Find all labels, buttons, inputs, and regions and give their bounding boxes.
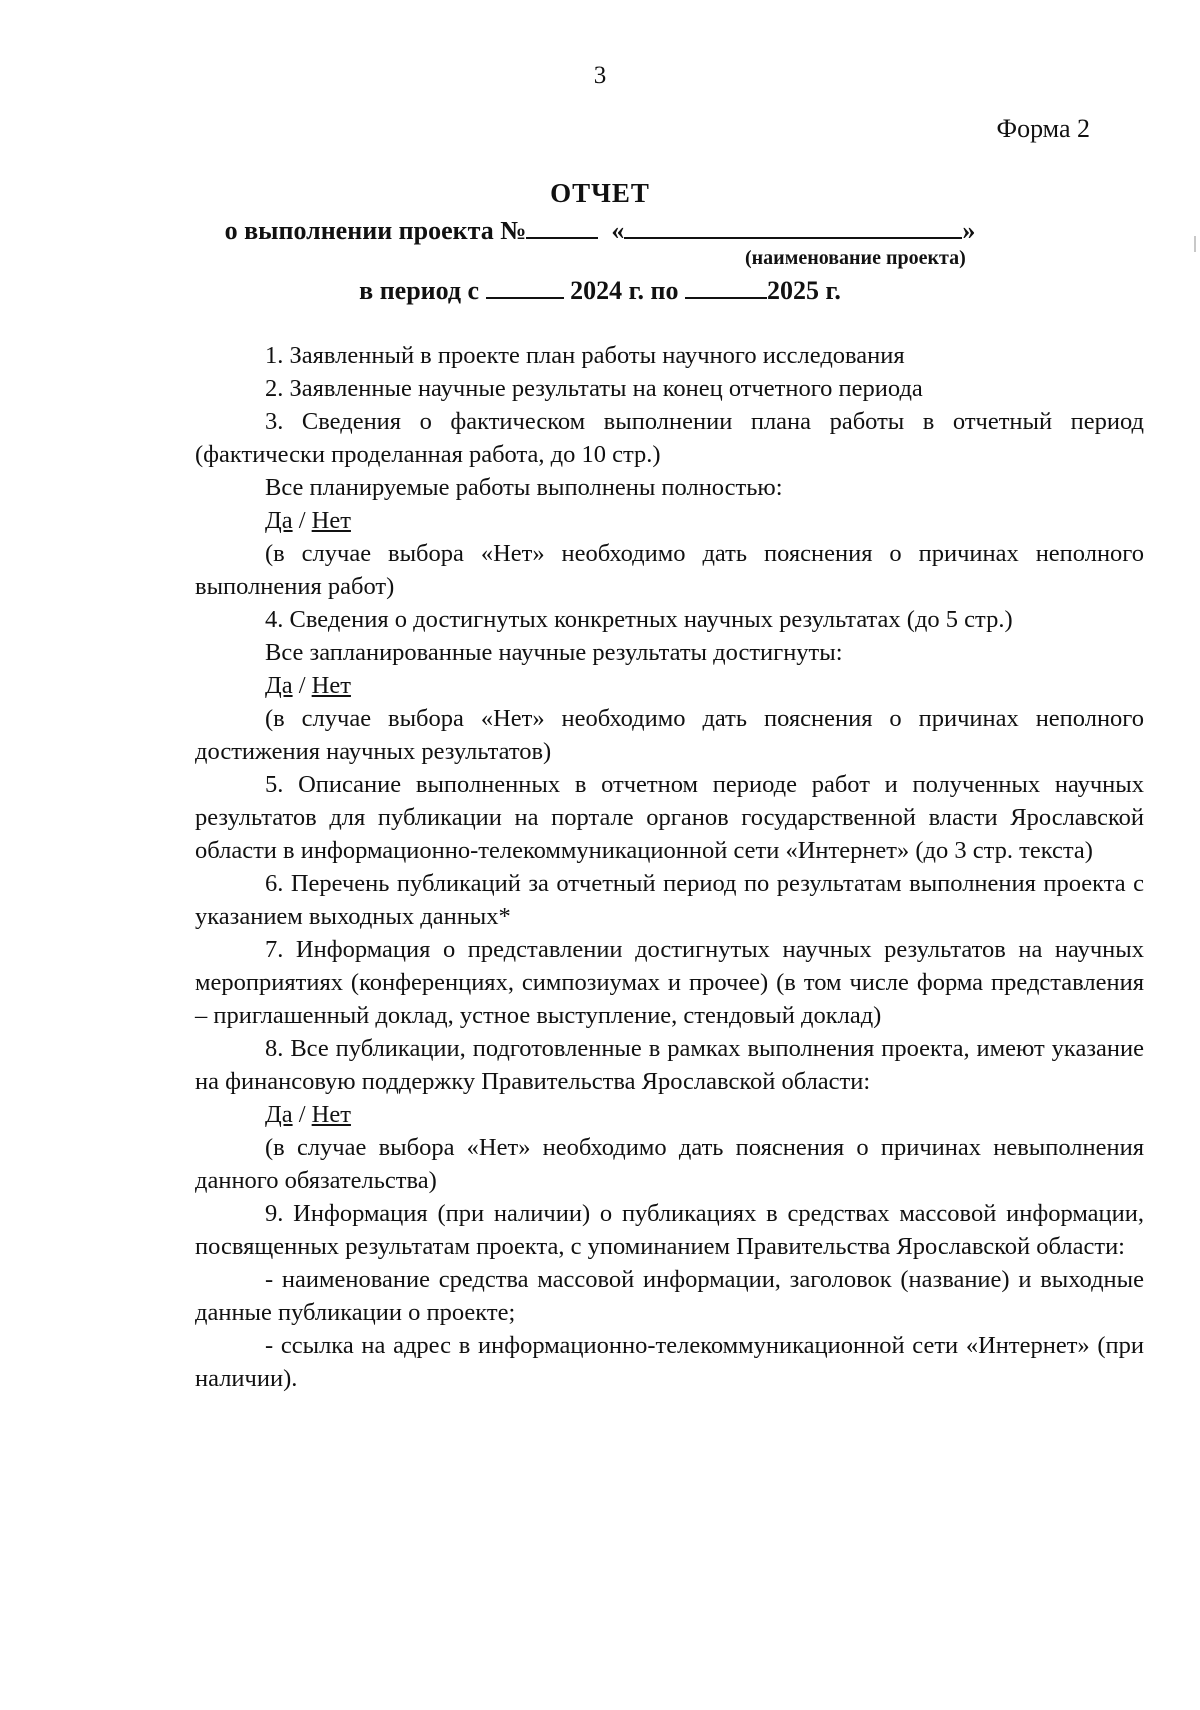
item-9-bullet-2: - ссылка на адрес в информационно-телекоммуникационной сети «Интернет» (при наличии). (195, 1332, 1144, 1392)
close-quote: » (962, 216, 976, 245)
report-title: ОТЧЕТ (550, 178, 650, 208)
project-name-caption: (наименование проекта) (745, 247, 966, 269)
no-option: Нет (311, 507, 351, 534)
form-label: Форма 2 (996, 114, 1090, 143)
item-9: 9. Информация (при наличии) о публикациях в средствах массовой информации, посвященных результатам проекта, с упоминанием Правительства Ярославской области: (195, 1200, 1144, 1260)
period-prefix: в период с (359, 276, 480, 305)
period-suffix: 2025 г. (766, 276, 841, 305)
page-number: 3 (593, 62, 607, 89)
item-3-question: Все планируемые работы выполнены полностью: (265, 474, 783, 501)
item-3-note: (в случае выбора «Нет» необходимо дать пояснения о причинах неполного выполнения работ) (195, 540, 1144, 600)
subtitle-prefix: о выполнении проекта № (224, 216, 527, 245)
option-separator: / (292, 1101, 312, 1128)
yes-no-choice (265, 504, 1144, 537)
report-subtitle (0, 216, 1200, 246)
no-option: Нет (311, 672, 351, 699)
yes-option: Да (265, 672, 293, 699)
scan-mark (1194, 236, 1196, 252)
item-9-bullet-1: - наименование средства массовой информации, заголовок (название) и выходные данные публикации о проекте; (195, 1266, 1144, 1326)
item-8: 8. Все публикации, подготовленные в рамках выполнения проекта, имеют указание на финансовую поддержку Правительства Ярославской области: (195, 1035, 1144, 1095)
item-6: 6. Перечень публикаций за отчетный период по результатам выполнения проекта с указанием выходных данных* (195, 870, 1144, 930)
period-mid: 2024 г. по (570, 276, 679, 305)
start-date-blank (486, 296, 564, 299)
item-4: 4. Сведения о достигнутых конкретных научных результатах (до 5 стр.) (265, 606, 1013, 633)
option-separator: / (292, 507, 312, 534)
item-4-question: Все запланированные научные результаты достигнуты: (265, 639, 843, 666)
report-period (0, 276, 1200, 306)
item-5: 5. Описание выполненных в отчетном периоде работ и полученных научных результатов для публикации на портале органов государственной власти Ярославской области в информационно-телекоммуникационной сети «Интернет» (до 3 стр. текста) (195, 771, 1144, 864)
item-4-note: (в случае выбора «Нет» необходимо дать пояснения о причинах неполного достижения научных результатов) (195, 705, 1144, 765)
project-number-blank (526, 236, 598, 239)
yes-no-choice (265, 669, 1144, 702)
item-3: 3. Сведения о фактическом выполнении плана работы в отчетный период (фактически проделанная работа, до 10 стр.) (195, 408, 1144, 468)
end-date-blank (685, 296, 767, 299)
yes-no-choice (265, 1098, 1144, 1131)
no-option: Нет (311, 1101, 351, 1128)
option-separator: / (292, 672, 312, 699)
yes-option: Да (265, 507, 293, 534)
item-7: 7. Информация о представлении достигнутых научных результатов на научных мероприятиях (конференциях, симпозиумах и прочее) (в том числе форма представления – приглашенный доклад, устное выступление, стендовый доклад) (195, 936, 1144, 1029)
open-quote: « (611, 216, 625, 245)
item-2: 2. Заявленные научные результаты на конец отчетного периода (265, 375, 923, 402)
item-1: 1. Заявленный в проекте план работы научного исследования (265, 342, 905, 369)
yes-option: Да (265, 1101, 293, 1128)
report-body (195, 339, 1144, 1395)
item-8-note: (в случае выбора «Нет» необходимо дать пояснения о причинах невыполнения данного обязательства) (195, 1134, 1144, 1194)
project-name-blank (624, 236, 962, 239)
